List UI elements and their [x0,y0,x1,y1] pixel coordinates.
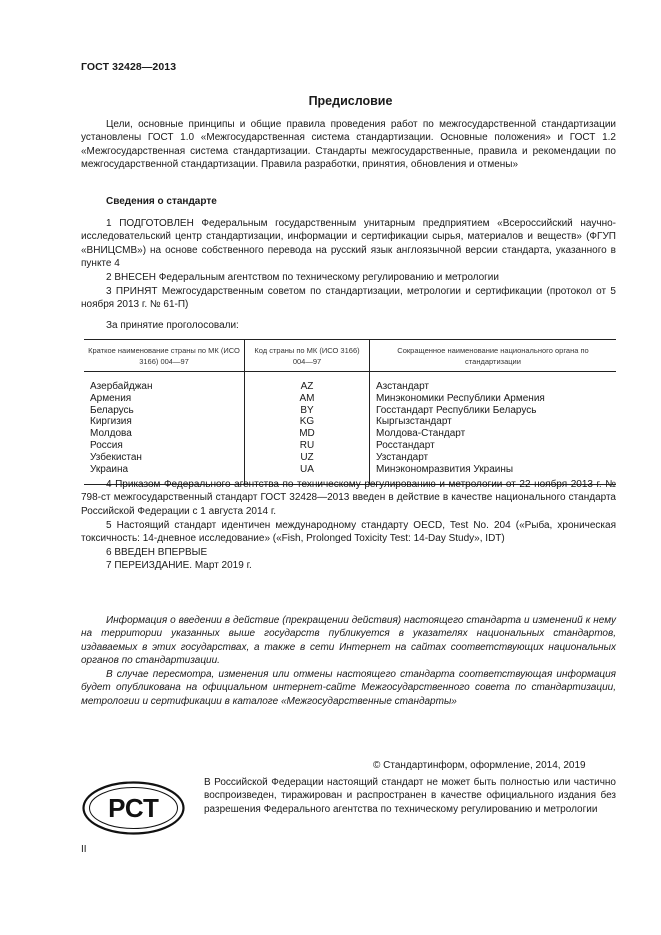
table-cell-code: KG [245,416,370,428]
table-cell-code: RU [245,440,370,452]
table-header-country: Краткое наименование страны по МК (ИСО 3166) 004—97 [84,340,245,372]
table-cell-code: UZ [245,452,370,464]
reproduction-rights-notice: В Российской Федерации настоящий стандарт не может быть полностью или частично воспроизведен, тиражирован и распространен в качестве официального издания без разрешения Федерального агентства по техническому регулированию и метрологии [204,777,616,815]
table-row [84,372,616,393]
table-cell-body: Кыргызстандарт [370,416,617,428]
table-header-body: Сокращенное наименование национального органа по стандартизации [370,340,617,372]
table-row [84,452,616,464]
item-6: 6 ВВЕДЕН ВПЕРВЫЕ [106,547,208,558]
table-cell-code: AZ [245,372,370,393]
page-number: II [81,844,87,855]
table-cell-code: BY [245,405,370,417]
intro-paragraph: Цели, основные принципы и общие правила проведения работ по межгосударственной стандартизации установлены ГОСТ 1.0 «Межгосударственная система стандартизации. Основные положения» и ГОСТ 1.2 «Межгосударственная система стандартизации. Стандарты межгосударственные, правила и рекомендации по межгосударственной стандартизации. Правила разработки, принятия, обновления и отмены» [81,119,616,171]
document-code-header: ГОСТ 32428—2013 [81,61,177,73]
rst-logo-letters: РСТ [108,793,159,823]
item-2: 2 ВНЕСЕН Федеральным агентством по техническому регулированию и метрологии [106,272,499,283]
table-row [84,405,616,417]
table-cell-country: Киргизия [90,416,132,428]
table-cell-country: Украина [84,464,245,485]
table-header-code: Код страны по МК (ИСО 3166) 004—97 [245,340,370,372]
item-1: 1 ПОДГОТОВЛЕН Федеральным государственным унитарным предприятием «Всероссийский научно-исследовательский центр стандартизации, информации и сертификации сырья, материалов и веществ» (ФГУП «ВНИЦСМВ») на основе собственного перевода на русский язык англоязычной версии стандарта, указанного в пункте 4 [81,218,616,270]
table-cell-code: AM [245,393,370,405]
table-cell-body: Молдова-Стандарт [370,428,617,440]
note-revision-info: В случае пересмотра, изменения или отмены настоящего стандарта соответствующая информация будет опубликована на официальном интернет-сайте Межгосударственного совета по стандартизации, метрологии и сертификации в каталоге «Межгосударственные стандарты» [81,669,616,707]
voting-table [84,339,616,485]
note-introduction-info: Информация о введении в действие (прекращении действия) настоящего стандарта и изменений к нему на территории указанных выше государств публикуется в указателях национальных стандартов, издаваемых в этих государствах, а также в сети Интернет на сайтах соответствующих национальных органов по стандартизации. [81,615,616,667]
table-cell-country: Беларусь [90,404,134,416]
table-cell-code: UA [245,464,370,485]
table-row [84,428,616,440]
item-7: 7 ПЕРЕИЗДАНИЕ. Март 2019 г. [106,560,252,571]
page-title: Предисловие [308,94,393,108]
table-cell-country: Азербайджан [90,381,153,392]
table-row [84,416,616,428]
copyright-line: © Стандартинформ, оформление, 2014, 2019 [373,760,586,771]
table-cell-body: Госстандарт Республики Беларусь [370,405,617,417]
item-3: 3 ПРИНЯТ Межгосударственным советом по стандартизации, метрологии и сертификации (протокол от 5 ноября 2013 г. № 61-П) [81,286,616,311]
rst-certification-mark-icon [81,780,186,836]
table-cell-country: Узбекистан [90,451,142,463]
table-cell-body: Росстандарт [370,440,617,452]
table-cell-body: Узстандарт [370,452,617,464]
table-cell-body: Минэкономразвития Украины [370,464,617,485]
table-cell-country: Молдова [90,428,132,440]
table-row [84,393,616,405]
table-cell-code: MD [245,428,370,440]
item-5: 5 Настоящий стандарт идентичен международному стандарту OECD, Test No. 204 («Рыба, хроническая токсичность: 14-дневное исследование» («Fish, Prolonged Toxicity Test: 14-Day Study», IDT) [81,520,616,545]
table-row [84,440,616,452]
table-cell-body: Азстандарт [370,372,617,393]
table-cell-country: Россия [90,439,123,451]
table-cell-country: Армения [90,392,132,404]
voted-label: За принятие проголосовали: [106,320,239,331]
item-4: 4 Приказом Федерального агентства по техническому регулированию и метрологии от 22 ноября 2013 г. № 798-ст межгосударственный стандарт ГОСТ 32428—2013 введен в действие в качестве национального стандарта Российской Федерации с 1 августа 2014 г. [81,479,616,517]
table-cell-body: Минэкономики Республики Армения [370,393,617,405]
standard-info-heading: Сведения о стандарте [106,196,217,207]
